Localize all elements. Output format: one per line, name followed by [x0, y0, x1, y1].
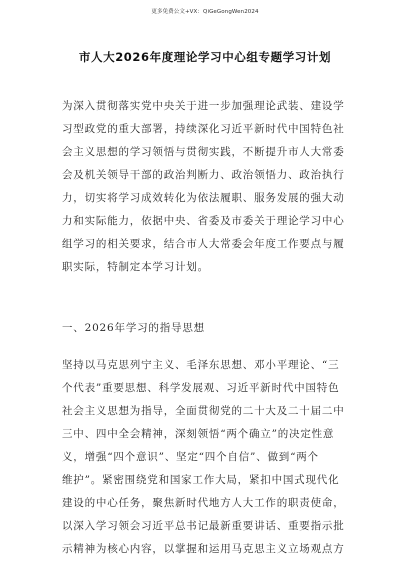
intro-line: 习型政党的重大部署，持续深化习近平新时代中国特色社 [62, 123, 345, 135]
intro-line: 力和实际能力，依据中央、省委及市委关于理论学习中心 [62, 215, 345, 227]
intro-line: 为深入贯彻落实党中央关于进一步加强理论武装、建设学 [62, 100, 345, 112]
section-heading: 一、2026年学习的指导思想 [62, 322, 205, 334]
section-line: 三中、四中全会精神，深刻领悟“两个确立”的决定性意 [62, 428, 335, 440]
intro-paragraph [62, 95, 352, 279]
intro-line: 组学习的相关要求，结合市人大常委会年度工作要点与履 [62, 238, 345, 250]
section-line: 义，增强“四个意识”、坚定“四个自信”、做到“两个 [62, 451, 319, 463]
section-line: 以深入学习领会习近平总书记最新重要讲话、重要指示批 [62, 520, 345, 532]
section-line: 建设的中心任务，聚焦新时代地方人大工作的职责使命， [62, 497, 345, 509]
top-banner: 更多免费公文+VX：QiGeGongWen2024 [151, 9, 259, 15]
intro-line: 会主义思想的学习领悟与贯彻实践，不断提升市人大常委 [62, 146, 345, 158]
intro-line: 职实际，特制定本学习计划。 [62, 261, 209, 273]
section-line: 示精神为核心内容，以掌握和运用马克思主义立场观点方 [62, 543, 345, 555]
section-line: 个代表”重要思想、科学发展观、习近平新时代中国特色 [62, 382, 340, 394]
section-paragraph [62, 354, 352, 561]
section-line: 维护”。紧密围绕党和国家工作大局，紧扣中国式现代化 [62, 474, 340, 486]
section-line: 坚持以马克思列宁主义、毛泽东思想、邓小平理论、“三 [62, 359, 340, 371]
document-title: 市人大2026年度理论学习中心组专题学习计划 [78, 50, 332, 64]
intro-line: 会及机关领导干部的政治判断力、政治领悟力、政治执行 [62, 169, 345, 181]
intro-line: 力，切实将学习成效转化为依法履职、服务发展的强大动 [62, 192, 345, 204]
section-line: 社会主义思想为指导，全面贯彻党的二十大及二十届二中 [62, 405, 345, 417]
